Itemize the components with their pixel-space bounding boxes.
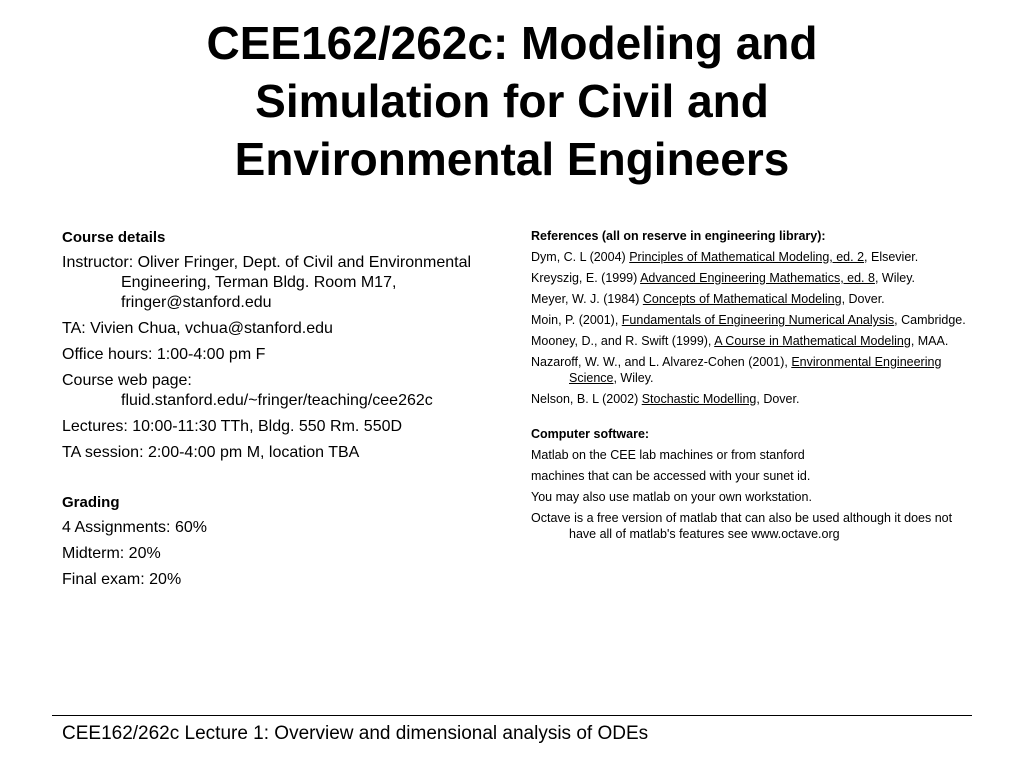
software-line: machines that can be accessed with your sunet id.: [531, 469, 811, 483]
reference-title: Environmental Engineering Science: [569, 355, 942, 385]
lectures-line: Lectures: 10:00-11:30 TTh, Bldg. 550 Rm. 550D: [62, 418, 403, 435]
left-column: [62, 228, 502, 596]
reference-title: A Course in Mathematical Modeling: [714, 334, 911, 348]
reference-item: Meyer, W. J. (1984) Concepts of Mathematical Modeling, Dover.: [531, 292, 885, 306]
reference-title: Fundamentals of Engineering Numerical Analysis: [621, 313, 895, 327]
title-line-3: Environmental Engineers: [234, 133, 790, 185]
ta-line: TA: Vivien Chua, vchua@stanford.edu: [62, 320, 333, 337]
software-line: Octave is a free version of matlab that can also be used although it does not have all of matlab's features see www.octave.org: [531, 511, 953, 541]
reference-item: Mooney, D., and R. Swift (1999), A Course in Mathematical Modeling, MAA.: [531, 334, 949, 348]
references-heading: References (all on reserve in engineering library):: [531, 229, 826, 243]
reference-item: Moin, P. (2001), Fundamentals of Engineering Numerical Analysis, Cambridge.: [531, 313, 966, 327]
software-line: You may also use matlab on your own workstation.: [531, 490, 812, 504]
grading-item: Midterm: 20%: [62, 545, 161, 562]
right-column: [531, 228, 971, 547]
grading-item: 4 Assignments: 60%: [62, 519, 207, 536]
reference-title: Concepts of Mathematical Modeling: [642, 292, 842, 306]
ta-session-line: TA session: 2:00-4:00 pm M, location TBA: [62, 444, 360, 461]
reference-item: Dym, C. L (2004) Principles of Mathematical Modeling, ed. 2, Elsevier.: [531, 250, 919, 264]
software-heading: Computer software:: [531, 427, 650, 441]
instructor-line: Instructor: Oliver Fringer, Dept. of Civil and Environmental Engineering, Terman Bldg. Room M17, fringer@stanford.edu: [62, 254, 472, 311]
slide-title: [60, 14, 964, 188]
title-line-2: Simulation for Civil and: [255, 75, 769, 127]
reference-item: Kreyszig, E. (1999) Advanced Engineering Mathematics, ed. 8, Wiley.: [531, 271, 915, 285]
reference-item: Nazaroff, W. W., and L. Alvarez-Cohen (2001), Environmental Engineering Science, Wiley.: [531, 355, 942, 385]
title-line-1: CEE162/262c: Modeling and: [206, 17, 818, 69]
reference-item: Nelson, B. L (2002) Stochastic Modelling, Dover.: [531, 392, 800, 406]
footer-text: CEE162/262c Lecture 1: Overview and dimensional analysis of ODEs: [62, 723, 649, 744]
reference-title: Principles of Mathematical Modeling, ed. 2: [629, 250, 865, 264]
reference-title: Advanced Engineering Mathematics, ed. 8: [640, 271, 875, 285]
web-page-line: Course web page: fluid.stanford.edu/~fringer/teaching/cee262c: [62, 372, 433, 409]
footer-divider: [52, 715, 972, 716]
grading-item: Final exam: 20%: [62, 571, 182, 588]
course-details-heading: Course details: [62, 229, 166, 246]
grading-heading: Grading: [62, 494, 120, 511]
reference-title: Stochastic Modelling: [641, 392, 757, 406]
software-line: Matlab on the CEE lab machines or from stanford: [531, 448, 805, 462]
office-hours-line: Office hours: 1:00-4:00 pm F: [62, 346, 266, 363]
